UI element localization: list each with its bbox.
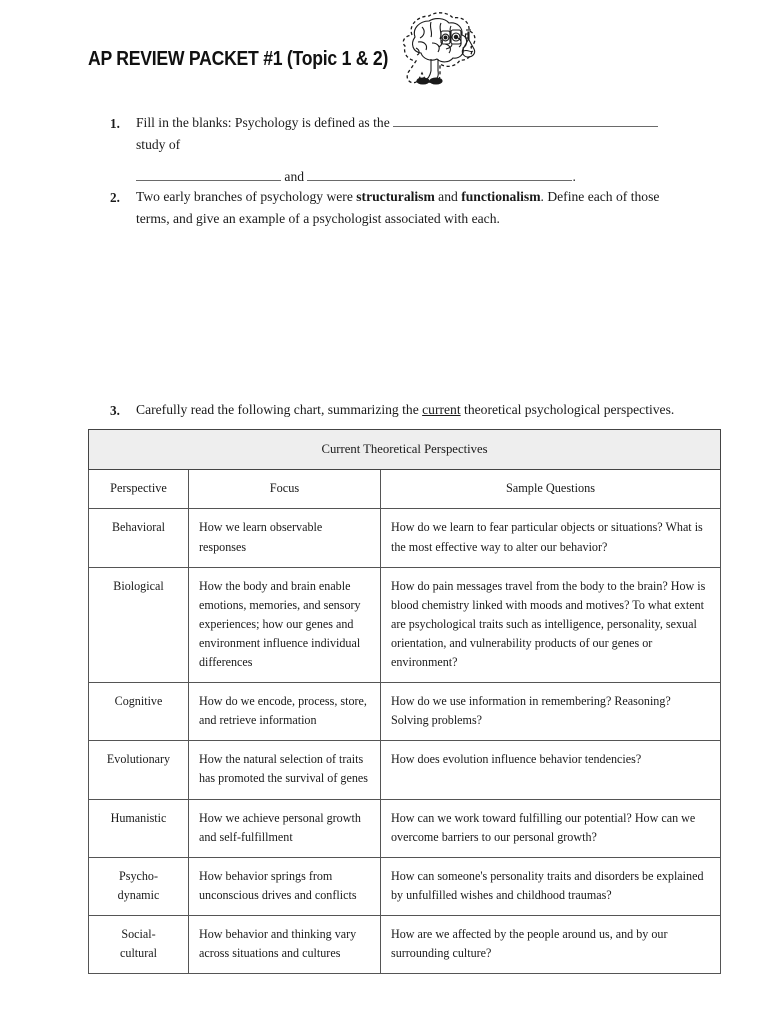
table-row	[89, 915, 721, 973]
cell-perspective: Evolutionary	[89, 741, 189, 799]
q1-period: .	[572, 169, 576, 185]
question-2-number: 2.	[110, 190, 120, 205]
table-title: Current Theoretical Perspectives	[89, 430, 721, 470]
cell-perspective: Cognitive	[89, 683, 189, 741]
cell-perspective: Social- cultural	[89, 915, 189, 973]
cell-sample-questions: How does evolution influence behavior tendencies?	[381, 741, 721, 799]
cell-focus: How behavior springs from unconscious drives and conflicts	[189, 857, 381, 915]
table-header-row	[89, 470, 721, 509]
q3-part-1: Carefully read the following chart, summarizing the	[136, 402, 423, 417]
q2-part-1: Two early branches of psychology were	[136, 189, 357, 204]
cell-sample-questions: How can we work toward fulfilling our potential? How can we overcome barriers to our personal growth?	[381, 799, 721, 857]
table-row	[89, 567, 721, 682]
q3-part-2: theoretical psychological perspectives.	[460, 402, 675, 417]
cell-focus: How we learn observable responses	[189, 509, 381, 567]
table-row	[89, 741, 721, 799]
q1-conjunction: and	[284, 169, 305, 185]
table-row	[89, 683, 721, 741]
table-row	[89, 509, 721, 567]
question-3-text	[136, 399, 696, 421]
page-title: AP REVIEW PACKET #1 (Topic 1 & 2)	[88, 47, 389, 70]
question-2-text	[136, 186, 681, 230]
question-1-text	[136, 112, 676, 188]
cartoon-brain-with-binoculars-icon	[398, 9, 484, 93]
cell-perspective: Biological	[89, 567, 189, 682]
q1-line-2	[136, 166, 676, 188]
question-1	[110, 112, 676, 188]
cell-focus: How behavior and thinking vary across situations and cultures	[189, 915, 381, 973]
column-header-focus: Focus	[189, 470, 381, 509]
q1-blank-1[interactable]	[393, 113, 658, 127]
cell-sample-questions: How do we learn to fear particular objects or situations? What is the most effective way to alter our behavior?	[381, 509, 721, 567]
perspectives-table	[88, 429, 721, 974]
q2-term-functionalism: functionalism	[461, 189, 541, 204]
question-3-number: 3.	[110, 403, 120, 418]
q1-blank-3[interactable]	[307, 167, 572, 181]
question-1-number: 1.	[110, 116, 120, 131]
cell-sample-questions: How do pain messages travel from the body to the brain? How is blood chemistry linked with moods and motives? To what extent are psychological traits such as intelligence, personality, sexual orientation, and vulnerability products of our genes or environment?	[381, 567, 721, 682]
table-row	[89, 799, 721, 857]
cell-perspective: Humanistic	[89, 799, 189, 857]
cell-focus: How we achieve personal growth and self-fulfillment	[189, 799, 381, 857]
question-2	[110, 186, 681, 230]
cell-focus: How the body and brain enable emotions, memories, and sensory experiences; how our genes and environment influence individual differences	[189, 567, 381, 682]
q1-prompt-end: study of	[136, 137, 181, 153]
perspectives-chart	[88, 429, 720, 974]
q2-part-2: and	[434, 189, 462, 204]
cell-focus: How the natural selection of traits has promoted the survival of genes	[189, 741, 381, 799]
cell-sample-questions: How can someone's personality traits and disorders be explained by unfulfilled wishes and childhood traumas?	[381, 857, 721, 915]
q3-emphasis-current: current	[422, 402, 461, 417]
cell-sample-questions: How are we affected by the people around us, and by our surrounding culture?	[381, 915, 721, 973]
q2-part-3: . Define each of those terms, and give an example of a psychologist associated with each.	[136, 189, 660, 227]
table-row	[89, 857, 721, 915]
column-header-sample-questions: Sample Questions	[381, 470, 721, 509]
cell-focus: How do we encode, process, store, and retrieve information	[189, 683, 381, 741]
question-3	[110, 399, 696, 421]
document-header	[0, 0, 768, 100]
cell-perspective: Psycho- dynamic	[89, 857, 189, 915]
cell-sample-questions: How do we use information in remembering? Reasoning? Solving problems?	[381, 683, 721, 741]
q1-blank-2[interactable]	[136, 167, 281, 181]
q2-term-structuralism: structuralism	[356, 189, 435, 204]
table-title-row	[89, 430, 721, 470]
column-header-perspective: Perspective	[89, 470, 189, 509]
cell-perspective: Behavioral	[89, 509, 189, 567]
q1-prompt-start: Fill in the blanks: Psychology is defined as the	[136, 115, 390, 130]
